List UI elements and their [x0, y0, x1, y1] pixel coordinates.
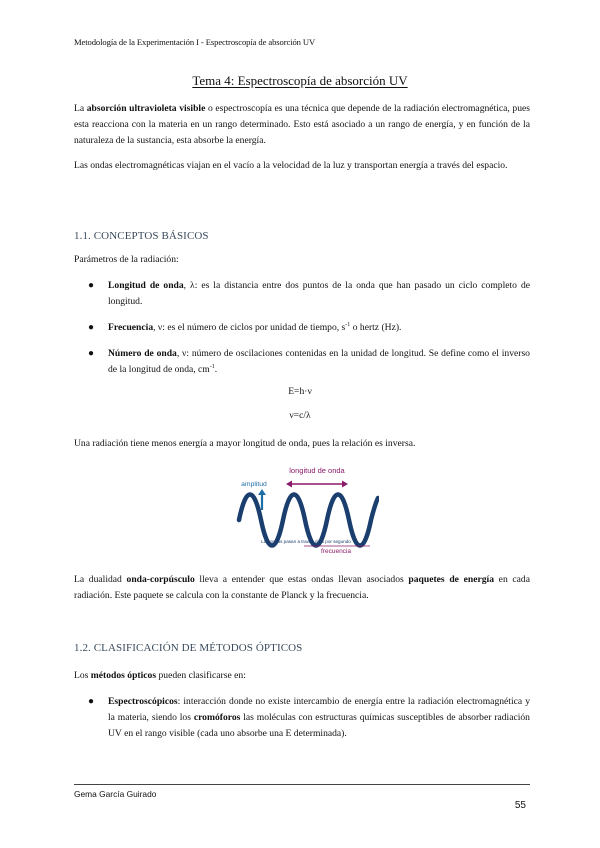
bullet-icon: ● [88, 348, 95, 359]
bullet-wavelength: ● Longitud de onda, λ: es la distancia entre dos puntos de la onda que han pasado un ciclo completo de longitud. [88, 280, 530, 307]
amplitude-label: amplitud [241, 481, 267, 488]
page-number: 55 [514, 800, 526, 811]
frequency-label: frecuencia [321, 548, 351, 555]
optical-methods-lead: Los métodos ópticos pueden clasificarse en: [74, 670, 246, 681]
wave-diagram [234, 464, 379, 556]
intro-paragraph-2: Las ondas electromagnéticas viajan en el vacío a la velocidad de la luz y transportan energía a través del espacio. [74, 160, 508, 171]
bullet-icon: ● [88, 696, 95, 707]
footer-author: Gema García Guirado [74, 789, 157, 799]
energy-relation-text: Una radiación tiene menos energía a mayor longitud de onda, pues la relación es inversa. [74, 438, 416, 449]
wavelength-label: longitud de onda [289, 466, 345, 475]
footer-divider [74, 784, 530, 785]
formula-energy: E=h·ν [288, 386, 312, 397]
figure-caption: Las ondas pasan a través de 5 por segundo [261, 539, 351, 544]
amplitude-arrowhead [258, 489, 266, 495]
bullet-icon: ● [88, 322, 95, 333]
wave-curve [239, 495, 378, 546]
bullet-wavenumber: ● Número de onda, ν: número de oscilaciones contenidas en la unidad de longitud. Se define como el inverso de la longitud de onda, $cm^{-1}$. [88, 348, 530, 375]
intro-paragraph-1: La absorción ultravioleta visible o espectroscopía es una técnica que depende de la radiación electromagnética, pues esta reacciona con la materia en un rango determinado. Esto está asociado a un rango de energía, y en función de la naturaleza de la sustancia, esta absorbe la energía. [74, 103, 530, 146]
bullet-spectroscopic: ● Espectroscópicos: interacción donde no existe intercambio de energía entre la radiación electromagnética y la materia, siendo los cromóforos las moléculas con estructuras químicas susceptibles de absorber radiación UV en el rango visible (cada uno absorbe una E determinada). [88, 696, 530, 739]
page-title: Tema 4: Espectroscopía de absorción UV [192, 73, 408, 88]
formula-frequency: ν=c/λ [289, 410, 311, 421]
section-heading-optical-methods: 1.2. CLASIFICACIÓN DE MÉTODOS ÓPTICOS [74, 642, 303, 654]
section-heading-basic-concepts: 1.1. CONCEPTOS BÁSICOS [74, 230, 209, 242]
duality-paragraph: La dualidad onda-corpúsculo lleva a entender que estas ondas llevan asociados paquetes de energía en cada radiación. Este paquete se calcula con la constante de Planck y la frecuencia. [74, 574, 530, 601]
bullet-icon: ● [88, 280, 95, 291]
wavelength-arrowhead-right [342, 481, 348, 488]
running-header: Metodología de la Experimentación I - Espectroscopía de absorción UV [74, 37, 316, 47]
wavelength-arrowhead-left [286, 481, 292, 488]
bullet-frequency: ● Frecuencia, ν: es el número de ciclos por unidad de tiempo, $s^{-1}$ o hertz (Hz). [74, 320, 530, 336]
radiation-parameters-lead: Parámetros de la radiación: [74, 254, 179, 265]
